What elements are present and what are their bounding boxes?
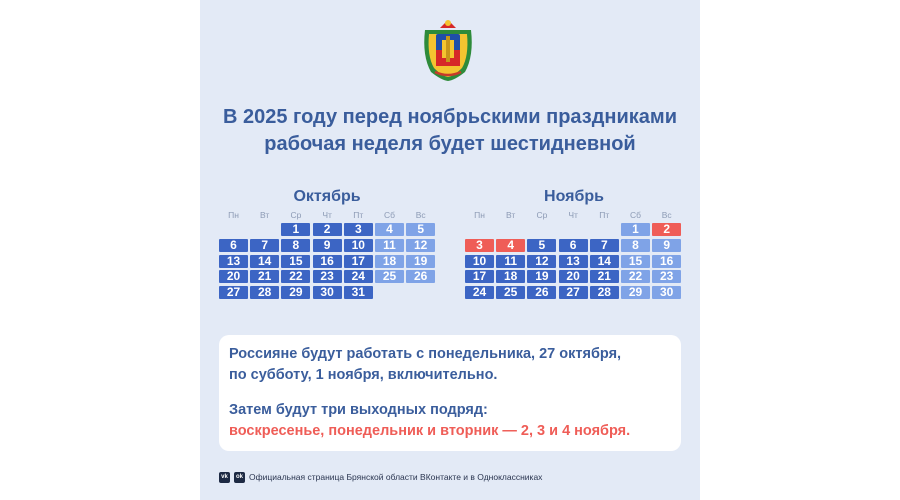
- november-day-23: 23: [652, 270, 681, 283]
- october-day-9: 9: [313, 239, 342, 252]
- october-day-10: 10: [344, 239, 373, 252]
- november-day-19: 19: [527, 270, 556, 283]
- headline: [200, 104, 700, 158]
- october-weekday-7: Вс: [415, 210, 426, 220]
- october-day-23: 23: [313, 270, 342, 283]
- october-weekday-4: Чт: [322, 210, 332, 220]
- november-day-26: 26: [527, 286, 556, 299]
- vk-icon[interactable]: vk: [219, 472, 230, 483]
- november-day-21: 21: [590, 270, 619, 283]
- october-day-30: 30: [313, 286, 342, 299]
- october-weekday-2: Вт: [260, 210, 270, 220]
- november-day-16: 16: [652, 255, 681, 268]
- october-day-8: 8: [281, 239, 310, 252]
- info-gap: [229, 386, 671, 400]
- ok-icon[interactable]: ok: [234, 472, 245, 483]
- november-day-18: 18: [496, 270, 525, 283]
- october-day-11: 11: [375, 239, 404, 252]
- october-day-20: 20: [219, 270, 248, 283]
- october-weekday-3: Ср: [290, 210, 302, 220]
- november-day-11: 11: [496, 255, 525, 268]
- november-day-7: 7: [590, 239, 619, 252]
- november-day-13: 13: [559, 255, 588, 268]
- october-day-14: 14: [250, 255, 279, 268]
- october-day-2: 2: [313, 223, 342, 236]
- november-weekday-6: Сб: [629, 210, 641, 220]
- october-day-7: 7: [250, 239, 279, 252]
- november-day-1: 1: [621, 223, 650, 236]
- november-weekday-7: Вс: [661, 210, 672, 220]
- november-day-25: 25: [496, 286, 525, 299]
- november-day-6: 6: [559, 239, 588, 252]
- october-day-4: 4: [375, 223, 404, 236]
- november-day-12: 12: [527, 255, 556, 268]
- november-day-28: 28: [590, 286, 619, 299]
- october-day-19: 19: [406, 255, 435, 268]
- october-day-28: 28: [250, 286, 279, 299]
- october-title: Октябрь: [293, 188, 361, 205]
- november-day-20: 20: [559, 270, 588, 283]
- november-weekday-5: Пт: [599, 210, 610, 220]
- info-line-4: воскресенье, понедельник и вторник — 2, 3 и 4 ноября.: [229, 423, 631, 439]
- november-day-27: 27: [559, 286, 588, 299]
- november-weekday-3: Ср: [536, 210, 548, 220]
- october-day-13: 13: [219, 255, 248, 268]
- october-day-1: 1: [281, 223, 310, 236]
- footer: [219, 470, 542, 484]
- october-weekday-6: Сб: [383, 210, 395, 220]
- october-day-24: 24: [344, 270, 373, 283]
- october-day-21: 21: [250, 270, 279, 283]
- october-day-6: 6: [219, 239, 248, 252]
- october-day-16: 16: [313, 255, 342, 268]
- october-day-15: 15: [281, 255, 310, 268]
- november-day-14: 14: [590, 255, 619, 268]
- october-day-31: 31: [344, 286, 373, 299]
- october-day-27: 27: [219, 286, 248, 299]
- november-day-8: 8: [621, 239, 650, 252]
- november-title: Ноябрь: [544, 188, 604, 205]
- footer-text: Официальная страница Брянской области ВКонтакте и в Одноклассниках: [249, 472, 543, 482]
- november-day-29: 29: [621, 286, 650, 299]
- october-day-25: 25: [375, 270, 404, 283]
- november-day-15: 15: [621, 255, 650, 268]
- october-day-12: 12: [406, 239, 435, 252]
- november-day-30: 30: [652, 286, 681, 299]
- november-weekday-4: Чт: [568, 210, 578, 220]
- headline-line-2: рабочая неделя будет шестидневной: [264, 133, 636, 155]
- october-day-26: 26: [406, 270, 435, 283]
- november-weekday-1: Пн: [474, 210, 485, 220]
- november-day-3: 3: [465, 239, 494, 252]
- october-weekday-5: Пт: [353, 210, 364, 220]
- november-day-17: 17: [465, 270, 494, 283]
- november-day-2: 2: [652, 223, 681, 236]
- info-box: [219, 335, 681, 451]
- november-day-4: 4: [496, 239, 525, 252]
- october-day-5: 5: [406, 223, 435, 236]
- october-day-22: 22: [281, 270, 310, 283]
- october-day-3: 3: [344, 223, 373, 236]
- november-day-24: 24: [465, 286, 494, 299]
- october-weekday-1: Пн: [228, 210, 239, 220]
- october-day-29: 29: [281, 286, 310, 299]
- november-day-9: 9: [652, 239, 681, 252]
- october-day-17: 17: [344, 255, 373, 268]
- november-day-10: 10: [465, 255, 494, 268]
- info-line-3: Затем будут три выходных подряд:: [229, 402, 488, 418]
- headline-line-1: В 2025 году перед ноябрьскими праздниками: [222, 106, 678, 128]
- october-day-18: 18: [375, 255, 404, 268]
- november-weekday-2: Вт: [506, 210, 516, 220]
- november-day-5: 5: [527, 239, 556, 252]
- november-day-22: 22: [621, 270, 650, 283]
- info-line-2: по субботу, 1 ноября, включительно.: [229, 367, 498, 383]
- info-line-1: Россияне будут работать с понедельника, 27 октября,: [229, 346, 622, 362]
- coat-of-arms-emblem: [421, 16, 475, 82]
